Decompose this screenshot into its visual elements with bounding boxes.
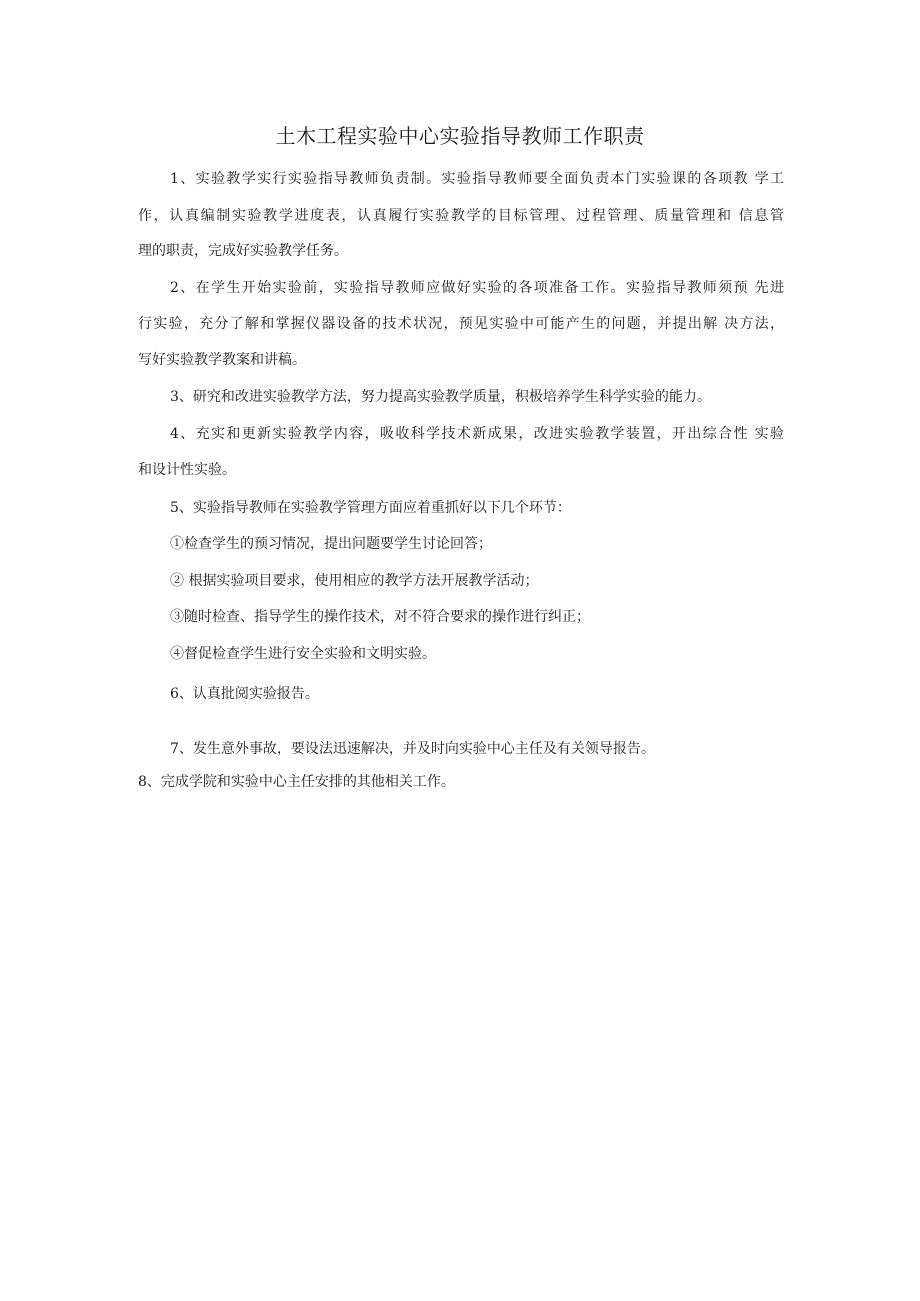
paragraph-line: 行实验，充分了解和掌握仪器设备的技术状况，预见实验中可能产生的问题，并提出解 决方法， [138, 316, 784, 332]
document-title: 土木工程实验中心实验指导教师工作职责 [275, 124, 645, 148]
list-item: ①检查学生的预习情况，提出问题要学生讨论回答； [170, 536, 492, 552]
list-item: ② 根据实验项目要求，使用相应的教学方法开展教学活动； [170, 573, 539, 589]
paragraph-line: 5、实验指导教师在实验教学管理方面应着重抓好以下几个环节： [170, 500, 571, 516]
paragraph-line: 6、认真批阅实验报告。 [170, 686, 319, 702]
paragraph-line: 理的职责，完成好实验教学任务。 [138, 243, 348, 259]
paragraph-line: 3、研究和改进实验教学方法，努力提高实验教学质量，积极培养学生科学实验的能力。 [170, 389, 711, 405]
paragraph-line: 作，认真编制实验教学进度表，认真履行实验教学的目标管理、过程管理、质量管理和 信息管 [138, 208, 784, 224]
paragraph-line: 8、完成学院和实验中心主任安排的其他相关工作。 [138, 774, 455, 790]
paragraph-line: 2、在学生开始实验前，实验指导教师应做好实验的各项准备工作。实验指导教师须预 先进 [170, 280, 784, 296]
list-item: ③随时检查、指导学生的操作技术，对不符合要求的操作进行纠正； [170, 609, 590, 625]
list-item: ④督促检查学生进行安全实验和文明实验。 [170, 646, 436, 662]
paragraph-line: 写好实验教学教案和讲稿。 [138, 352, 306, 368]
paragraph-line: 7、发生意外事故，要设法迅速解决，并及时向实验中心主任及有关领导报告。 [170, 741, 655, 757]
paragraph-line: 4、充实和更新实验教学内容，吸收科学技术新成果，改进实验教学装置，开出综合性 实验 [170, 426, 784, 442]
paragraph-line: 和设计性实验。 [138, 462, 236, 478]
paragraph-line: 1、实验教学实行实验指导教师负责制。实验指导教师要全面负责本门实验课的各项教 学工 [170, 171, 784, 187]
